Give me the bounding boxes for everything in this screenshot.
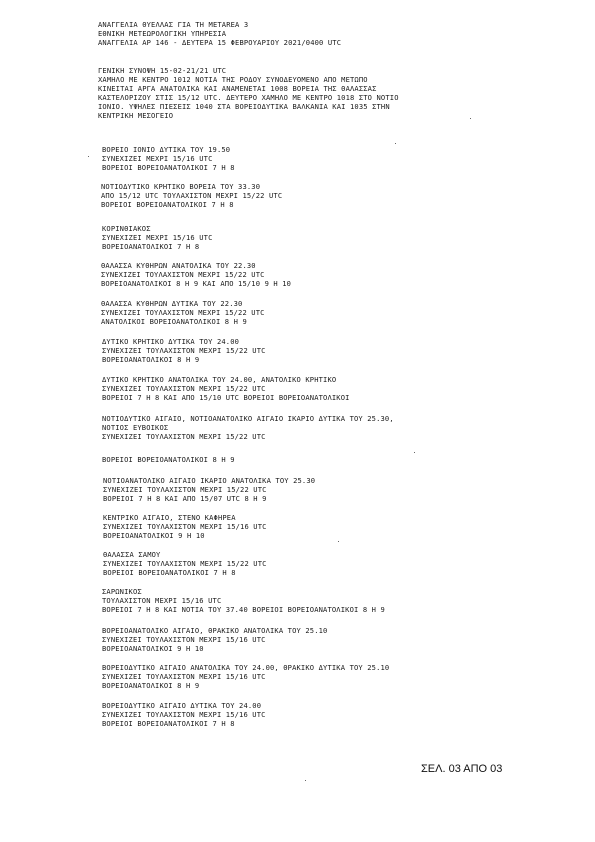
area-name-continued: ΝΟΤΙΟΣ ΕΥΒΟΙΚΟΣ (102, 423, 169, 432)
area-name: ΘΑΛΑΣΣΑ ΣΑΜΟΥ (103, 550, 161, 559)
area-duration: ΣΥΝΕΧΙΖΕΙ ΤΟΥΛΑΧΙΣΤΟΝ ΜΕΧΡΙ 15/22 UTC (101, 308, 265, 317)
area-name: ΝΟΤΙΟΔΥΤΙΚΟ ΚΡΗΤΙΚΟ ΒΟΡΕΙΑ ΤΟΥ 33.30 (101, 182, 261, 191)
area-name: ΝΟΤΙΟΑΝΑΤΟΛΙΚΟ ΑΙΓΑΙΟ ΙΚΑΡΙΟ ΑΝΑΤΟΛΙΚΑ ΤΟΥ 25.30 (103, 476, 316, 485)
area-duration: ΣΥΝΕΧΙΖΕΙ ΜΕΧΡΙ 15/16 UTC (102, 154, 213, 163)
area-name: ΒΟΡΕΙΟΑΝΑΤΟΛΙΚΟ ΑΙΓΑΙΟ, ΘΡΑΚΙΚΟ ΑΝΑΤΟΛΙΚΑ ΤΟΥ 25.10 (102, 626, 328, 635)
synopsis-title: ΓΕΝΙΚΗ ΣΥΝΟΨΗ 15-02-21/21 UTC (98, 66, 227, 75)
area-wind: ΒΟΡΕΙΟΙ ΒΟΡΕΙΟΑΝΑΤΟΛΙΚΟΙ 7 Η 8 (101, 200, 234, 209)
area-wind: ΒΟΡΕΙΟΑΝΑΤΟΛΙΚΟΙ 7 Η 8 (102, 242, 200, 251)
area-name: ΒΟΡΕΙΟΔΥΤΙΚΟ ΑΙΓΑΙΟ ΔΥΤΙΚΑ ΤΟΥ 24.00 (102, 701, 262, 710)
scan-speck (305, 780, 306, 781)
area-name: ΝΟΤΙΟΔΥΤΙΚΟ ΑΙΓΑΙΟ, ΝΟΤΙΟΑΝΑΤΟΛΙΚΟ ΑΙΓΑΙΟ ΙΚΑΡΙΟ ΔΥΤΙΚΑ ΤΟΥ 25.30, (102, 414, 394, 423)
area-duration: ΣΥΝΕΧΙΖΕΙ ΤΟΥΛΑΧΙΣΤΟΝ ΜΕΧΡΙ 15/22 UTC (102, 346, 266, 355)
area-duration: ΣΥΝΕΧΙΖΕΙ ΤΟΥΛΑΧΙΣΤΟΝ ΜΕΧΡΙ 15/22 UTC (103, 559, 267, 568)
page-number: ΣΕΛ. 03 ΑΠΟ 03 (421, 763, 503, 775)
area-wind: ΒΟΡΕΙΟΙ 7 Η 8 ΚΑΙ ΑΠΟ 15/10 UTC ΒΟΡΕΙΟΙ ΒΟΡΕΙΟΑΝΑΤΟΛΙΚΟΙ (102, 393, 350, 402)
scan-speck (414, 452, 415, 453)
area-wind: ΒΟΡΕΙΟΙ 7 Η 8 ΚΑΙ ΑΠΟ 15/07 UTC 8 Η 9 (103, 494, 267, 503)
area-wind: ΒΟΡΕΙΟΑΝΑΤΟΛΙΚΟΙ 8 Η 9 (102, 681, 200, 690)
area-name: ΔΥΤΙΚΟ ΚΡΗΤΙΚΟ ΔΥΤΙΚΑ ΤΟΥ 24.00 (102, 337, 240, 346)
area-duration: ΤΟΥΛΑΧΙΣΤΟΝ ΜΕΧΡΙ 15/16 UTC (102, 596, 222, 605)
synopsis-line: ΧΑΜΗΛΟ ΜΕ ΚΕΝΤΡΟ 1012 ΝΟΤΙΑ ΤΗΣ ΡΟΔΟΥ ΣΥΝΟΔΕΥΟΜΕΝΟ ΑΠΟ ΜΕΤΩΠΟ (98, 75, 368, 84)
area-duration: ΣΥΝΕΧΙΖΕΙ ΤΟΥΛΑΧΙΣΤΟΝ ΜΕΧΡΙ 15/22 UTC (102, 432, 266, 441)
area-name: ΒΟΡΕΙΟΔΥΤΙΚΟ ΑΙΓΑΙΟ ΑΝΑΤΟΛΙΚΑ ΤΟΥ 24.00, ΘΡΑΚΙΚΟ ΔΥΤΙΚΑ ΤΟΥ 25.10 (102, 663, 390, 672)
scan-speck (88, 156, 89, 157)
area-wind: ΒΟΡΕΙΟΙ ΒΟΡΕΙΟΑΝΑΤΟΛΙΚΟΙ 7 Η 8 (102, 719, 235, 728)
area-duration: ΣΥΝΕΧΙΖΕΙ ΜΕΧΡΙ 15/16 UTC (102, 233, 213, 242)
area-name: ΒΟΡΕΙΟ ΙΟΝΙΟ ΔΥΤΙΚΑ ΤΟΥ 19.50 (102, 145, 231, 154)
area-name: ΘΑΛΑΣΣΑ ΚΥΘΗΡΩΝ ΔΥΤΙΚΑ ΤΟΥ 22.30 (101, 299, 243, 308)
area-duration: ΣΥΝΕΧΙΖΕΙ ΤΟΥΛΑΧΙΣΤΟΝ ΜΕΧΡΙ 15/16 UTC (103, 522, 267, 531)
synopsis-line: ΚΕΝΤΡΙΚΗ ΜΕΣΟΓΕΙΟ (98, 111, 174, 120)
area-duration: ΣΥΝΕΧΙΖΕΙ ΤΟΥΛΑΧΙΣΤΟΝ ΜΕΧΡΙ 15/16 UTC (102, 635, 266, 644)
issuing-service: ΕΘΝΙΚΗ ΜΕΤΕΩΡΟΛΟΓΙΚΗ ΥΠΗΡΕΣΙΑ (98, 29, 227, 38)
synopsis-line: ΙΟΝΙΟ. ΥΨΗΛΕΣ ΠΙΕΣΕΙΣ 1040 ΣΤΑ ΒΟΡΕΙΟΔΥΤΙΚΑ ΒΑΛΚΑΝΙΑ ΚΑΙ 1035 ΣΤΗΝ (98, 102, 390, 111)
area-duration: ΑΠΟ 15/12 UTC ΤΟΥΛΑΧΙΣΤΟΝ ΜΕΧΡΙ 15/22 UTC (101, 191, 283, 200)
synopsis-line: ΚΙΝΕΙΤΑΙ ΑΡΓΑ ΑΝΑΤΟΛΙΚΑ ΚΑΙ ΑΝΑΜΕΝΕΤΑΙ 1008 ΒΟΡΕΙΑ ΤΗΣ ΘΑΛΑΣΣΑΣ (98, 84, 377, 93)
area-name: ΣΑΡΩΝΙΚΟΣ (102, 587, 142, 596)
area-duration: ΣΥΝΕΧΙΖΕΙ ΤΟΥΛΑΧΙΣΤΟΝ ΜΕΧΡΙ 15/22 UTC (102, 384, 266, 393)
scan-speck (338, 541, 339, 542)
area-wind: ΒΟΡΕΙΟΙ ΒΟΡΕΙΟΑΝΑΤΟΛΙΚΟΙ 7 Η 8 (102, 163, 235, 172)
area-wind: ΒΟΡΕΙΟΙ 7 Η 8 ΚΑΙ ΝΟΤΙΑ ΤΟΥ 37.40 ΒΟΡΕΙΟΙ ΒΟΡΕΙΟΑΝΑΤΟΛΙΚΟΙ 8 Η 9 (102, 605, 385, 614)
area-wind: ΒΟΡΕΙΟΑΝΑΤΟΛΙΚΟΙ 9 Η 10 (102, 644, 204, 653)
area-wind: ΒΟΡΕΙΟΑΝΑΤΟΛΙΚΟΙ 8 Η 9 (102, 355, 200, 364)
bulletin-number: ΑΝΑΓΓΕΛΙΑ ΑΡ 146 - ΔΕΥΤΕΡΑ 15 ΦΕΒΡΟΥΑΡΙΟΥ 2021/0400 UTC (98, 38, 342, 47)
area-wind: ΒΟΡΕΙΟΑΝΑΤΟΛΙΚΟΙ 8 Η 9 ΚΑΙ ΑΠΟ 15/10 9 Η 10 (101, 279, 292, 288)
synopsis-line: ΚΑΣΤΕΛΟΡΙΖΟΥ ΣΤΙΣ 15/12 UTC. ΔΕΥΤΕΡΟ ΧΑΜΗΛΟ ΜΕ ΚΕΝΤΡΟ 1018 ΣΤΟ ΝΟΤΙΟ (98, 93, 399, 102)
area-duration: ΣΥΝΕΧΙΖΕΙ ΤΟΥΛΑΧΙΣΤΟΝ ΜΕΧΡΙ 15/22 UTC (103, 485, 267, 494)
area-name: ΔΥΤΙΚΟ ΚΡΗΤΙΚΟ ΑΝΑΤΟΛΙΚΑ ΤΟΥ 24.00, ΑΝΑΤΟΛΙΚΟ ΚΡΗΤΙΚΟ (102, 375, 337, 384)
area-name: ΚΕΝΤΡΙΚΟ ΑΙΓΑΙΟ, ΣΤΕΝΟ ΚΑΦΗΡΕΑ (103, 513, 236, 522)
area-wind: ΒΟΡΕΙΟΙ ΒΟΡΕΙΟΑΝΑΤΟΛΙΚΟΙ 7 Η 8 (103, 568, 236, 577)
area-duration: ΣΥΝΕΧΙΖΕΙ ΤΟΥΛΑΧΙΣΤΟΝ ΜΕΧΡΙ 15/16 UTC (102, 710, 266, 719)
area-duration: ΣΥΝΕΧΙΖΕΙ ΤΟΥΛΑΧΙΣΤΟΝ ΜΕΧΡΙ 15/22 UTC (101, 270, 265, 279)
area-wind: ΒΟΡΕΙΟΙ ΒΟΡΕΙΟΑΝΑΤΟΛΙΚΟΙ 8 Η 9 (102, 455, 235, 464)
scan-speck (395, 143, 396, 144)
bulletin-title: ΑΝΑΓΓΕΛΙΑ ΘΥΕΛΛΑΣ ΓΙΑ ΤΗ METAREA 3 (98, 20, 249, 29)
area-name: ΚΟΡΙΝΘΙΑΚΟΣ (102, 224, 151, 233)
area-name: ΘΑΛΑΣΣΑ ΚΥΘΗΡΩΝ ΑΝΑΤΟΛΙΚΑ ΤΟΥ 22.30 (101, 261, 256, 270)
area-wind: ΑΝΑΤΟΛΙΚΟΙ ΒΟΡΕΙΟΑΝΑΤΟΛΙΚΟΙ 8 Η 9 (101, 317, 247, 326)
area-wind: ΒΟΡΕΙΟΑΝΑΤΟΛΙΚΟΙ 9 Η 10 (103, 531, 205, 540)
scan-speck (470, 118, 471, 119)
area-duration: ΣΥΝΕΧΙΖΕΙ ΤΟΥΛΑΧΙΣΤΟΝ ΜΕΧΡΙ 15/16 UTC (102, 672, 266, 681)
